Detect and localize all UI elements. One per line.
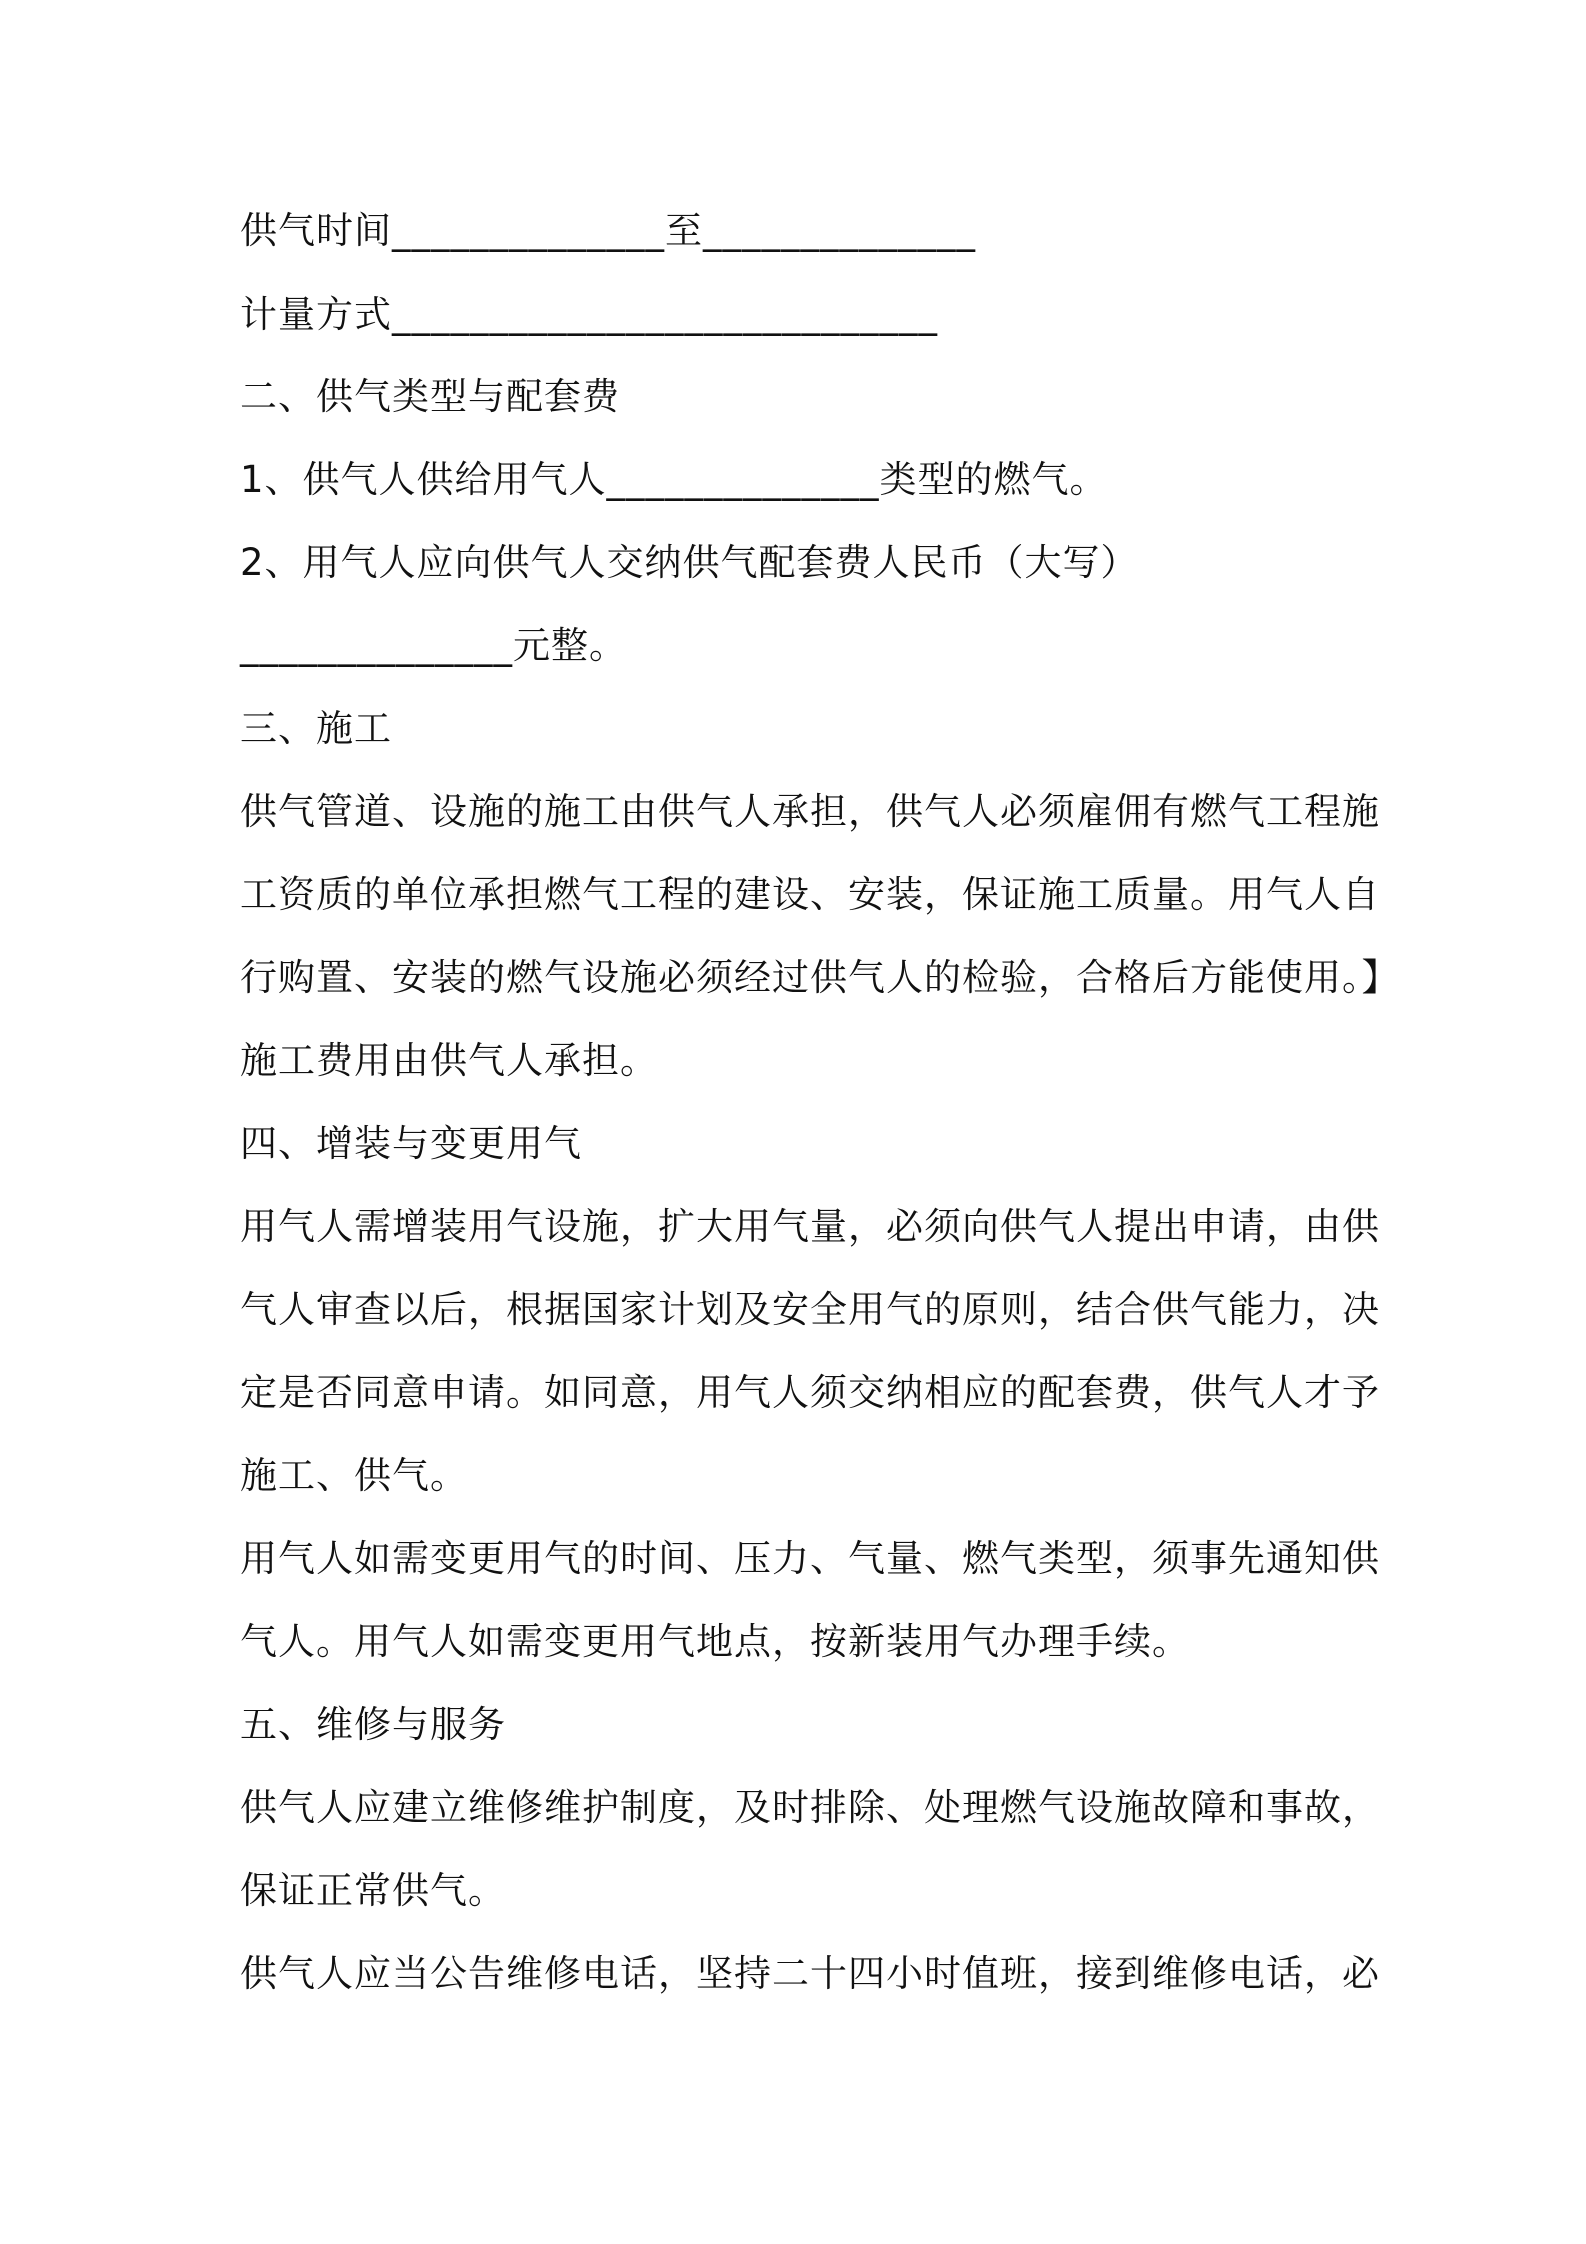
clause-2-2: 2、用气人应向供气人交纳供气配套费人民币（大写） <box>240 541 1139 584</box>
paragraph-line: 定是否同意申请。如同意，用气人须交纳相应的配套费，供气人才予 <box>240 1371 1380 1414</box>
paragraph-line: 用气人需增装用气设施，扩大用气量，必须向供气人提出申请，由供 <box>240 1205 1380 1248</box>
section-heading-2: 二、供气类型与配套费 <box>240 375 620 418</box>
paragraph-line: 供气人应当公告维修电话，坚持二十四小时值班，接到维修电话，必 <box>240 1952 1380 1995</box>
paragraph-line: 气人审查以后，根据国家计划及安全用气的原则，结合供气能力，决 <box>240 1288 1380 1331</box>
paragraph-line: 行购置、安装的燃气设施必须经过供气人的检验，合格后方能使用。】 <box>240 956 1400 999</box>
paragraph-line: 供气人应建立维修维护制度，及时排除、处理燃气设施故障和事故， <box>240 1786 1380 1829</box>
paragraph-line: 工资质的单位承担燃气工程的建设、安装，保证施工质量。用气人自 <box>240 873 1380 916</box>
paragraph-line: 保证正常供气。 <box>240 1869 506 1912</box>
section-heading-4: 四、增装与变更用气 <box>240 1122 582 1165</box>
paragraph-line: 供气管道、设施的施工由供气人承担，供气人必须雇佣有燃气工程施 <box>240 790 1380 833</box>
paragraph-line: 施工费用由供气人承担。 <box>240 1039 658 1082</box>
metering-method-line: 计量方式____________________________ <box>240 293 938 336</box>
paragraph-line: 施工、供气。 <box>240 1454 468 1497</box>
supply-time-line: 供气时间______________至______________ <box>240 209 976 252</box>
paragraph-line: 气人。用气人如需变更用气地点，按新装用气办理手续。 <box>240 1620 1190 1663</box>
clause-2-2-cont: ______________元整。 <box>240 624 627 667</box>
section-heading-5: 五、维修与服务 <box>240 1703 506 1746</box>
clause-2-1: 1、供气人供给用气人______________类型的燃气。 <box>240 458 1108 501</box>
section-heading-3: 三、施工 <box>240 707 392 750</box>
paragraph-line: 用气人如需变更用气的时间、压力、气量、燃气类型，须事先通知供 <box>240 1537 1380 1580</box>
